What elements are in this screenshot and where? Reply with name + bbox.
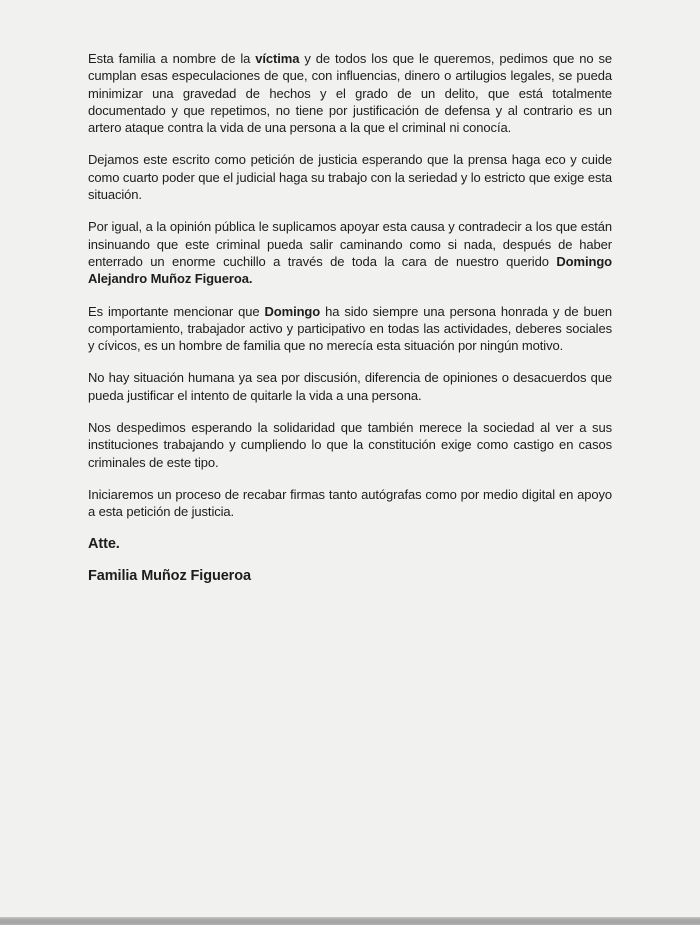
window-bottom-edge xyxy=(0,917,700,925)
letter-text: Es importante mencionar que xyxy=(88,303,265,319)
letter-text-bold: Domingo Alejandro Muñoz Figueroa. xyxy=(88,253,612,287)
letter-text: Dejamos este escrito como petición de justicia esperando que la prensa haga eco y cuide como cuarto poder que el judicial haga su trabajo con la seriedad y lo estricto que exige esta situación. xyxy=(88,152,612,203)
letter-paragraph xyxy=(88,486,612,521)
letter-text-bold: víctima xyxy=(255,51,300,66)
letter-text: Nos despedimos esperando la solidaridad que también merece la sociedad al ver a sus instituciones trabajando y cumpliendo lo que la constitución exige como castigo en casos criminales de este tipo. xyxy=(88,420,612,470)
letter-content xyxy=(88,50,612,600)
letter-text: y de todos los que le queremos, pedimos que no se cumplan esas especulaciones de que, con influencias, dinero o artilugios legales, se pueda minimizar una gravedad de hechos y el grado de un delito, que está totalmente documentado y que repetimos, no tiene por justificación de defensa y al contrario es un artero ataque contra la vida de una persona a la que el criminal ni conocía. xyxy=(88,51,612,136)
letter-paragraph xyxy=(88,50,612,136)
letter-paragraph xyxy=(88,303,612,355)
letter-signature: Familia Muñoz Figueroa xyxy=(88,567,251,584)
letter-paragraph xyxy=(88,151,612,203)
letter-text: ha sido siempre una persona honrada y de buen comportamiento, trabajador activo y participativo en todas las actividades, deberes sociales y cívicos, es un hombre de familia que no merecía esta situación por ningún motivo. xyxy=(88,303,612,354)
letter-text: Por igual, a la opinión pública le suplicamos apoyar esta causa y contradecir a los que están insinuando que este criminal pueda salir caminando como si nada, después de haber enterrado un enorme cuchillo a través de toda la cara de nuestro querido xyxy=(88,219,612,269)
letter-closing: Atte. xyxy=(88,535,120,552)
letter-text-bold: Domingo xyxy=(264,303,321,319)
letter-paragraph xyxy=(88,419,612,471)
letter-text: Iniciaremos un proceso de recabar firmas tanto autógrafas como por medio digital en apoyo a esta petición de justicia. xyxy=(88,486,612,520)
letter-paragraph xyxy=(88,218,612,287)
letter-text: Esta familia a nombre de la xyxy=(88,51,256,66)
letter-body xyxy=(88,50,612,521)
letter-paragraph xyxy=(88,369,612,404)
letter-text: No hay situación humana ya sea por discusión, diferencia de opiniones o desacuerdos que pueda justificar el intento de quitarle la vida a una persona. xyxy=(88,370,612,403)
